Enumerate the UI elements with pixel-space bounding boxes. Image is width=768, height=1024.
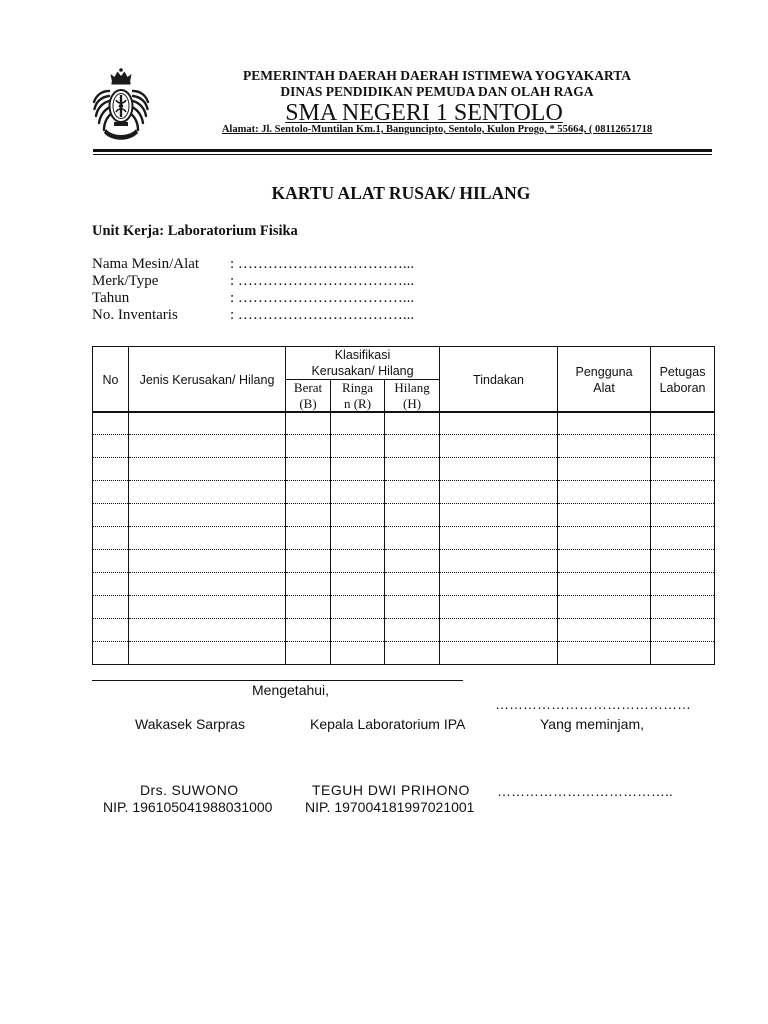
field-merk-type — [92, 273, 422, 290]
cell-tindakan — [440, 619, 558, 642]
cell-jenis — [129, 550, 286, 573]
table-row — [93, 573, 715, 596]
cell-tindakan — [440, 458, 558, 481]
cell-no — [93, 435, 129, 458]
cell-berat — [286, 527, 331, 550]
cell-jenis — [129, 481, 286, 504]
header-hilang — [385, 380, 440, 413]
cell-no — [93, 481, 129, 504]
cell-no — [93, 619, 129, 642]
cell-jenis — [129, 527, 286, 550]
header-petugas-laboran — [651, 347, 715, 413]
cell-ringan — [331, 412, 385, 435]
header-row-top — [93, 347, 715, 380]
wakasek-nip: NIP. 196105041988031000 — [103, 799, 273, 815]
cell-berat — [286, 619, 331, 642]
field-value-blank: : ……………………………... — [230, 307, 415, 323]
school-address: Alamat: Jl. Sentolo-Muntilan Km.1, Banguncipto, Sentolo, Kulon Progo, * 55664, ( 08112651718 — [221, 124, 653, 135]
header-pengguna-alat — [558, 347, 651, 413]
cell-hilang — [385, 504, 440, 527]
cell-no — [93, 504, 129, 527]
cell-petugas — [651, 481, 715, 504]
emblem-shield — [110, 90, 133, 122]
cell-no — [93, 412, 129, 435]
field-label: Merk/Type — [92, 273, 159, 289]
table-row — [93, 596, 715, 619]
cell-ringan — [331, 504, 385, 527]
borrower-name-dotted-line: ……………………………….. — [497, 783, 673, 799]
cell-jenis — [129, 596, 286, 619]
cell-ringan — [331, 642, 385, 665]
coat-of-arms-icon — [92, 67, 150, 141]
table-row — [93, 550, 715, 573]
cell-berat — [286, 573, 331, 596]
cell-berat — [286, 596, 331, 619]
emblem-logo — [92, 67, 150, 141]
header-ringan-line2: n (R) — [343, 396, 372, 411]
cell-pengguna — [558, 642, 651, 665]
cell-petugas — [651, 619, 715, 642]
field-value-blank: : ……………………………... — [230, 290, 415, 306]
wakasek-name: Drs. SUWONO — [140, 782, 239, 798]
cell-pengguna — [558, 550, 651, 573]
damage-table-header — [92, 346, 715, 413]
header-pengguna-line1: Pengguna — [575, 364, 633, 379]
cell-tindakan — [440, 527, 558, 550]
cell-no — [93, 458, 129, 481]
cell-no — [93, 642, 129, 665]
cell-hilang — [385, 642, 440, 665]
table-row — [93, 527, 715, 550]
cell-pengguna — [558, 504, 651, 527]
cell-tindakan — [440, 435, 558, 458]
cell-pengguna — [558, 412, 651, 435]
cell-pengguna — [558, 481, 651, 504]
cell-petugas — [651, 642, 715, 665]
table-row — [93, 504, 715, 527]
cell-hilang — [385, 596, 440, 619]
cell-tindakan — [440, 573, 558, 596]
cell-jenis — [129, 642, 286, 665]
cell-hilang — [385, 619, 440, 642]
table-row — [93, 619, 715, 642]
cell-hilang — [385, 527, 440, 550]
cell-petugas — [651, 412, 715, 435]
signature-divider — [92, 680, 463, 681]
cell-petugas — [651, 527, 715, 550]
cell-petugas — [651, 573, 715, 596]
cell-jenis — [129, 619, 286, 642]
table-row — [93, 642, 715, 665]
cell-berat — [286, 458, 331, 481]
table-rows — [93, 412, 715, 665]
header-hilang-line2: (H) — [402, 396, 422, 411]
cell-berat — [286, 504, 331, 527]
cell-petugas — [651, 550, 715, 573]
table-row — [93, 458, 715, 481]
cell-berat — [286, 642, 331, 665]
header-petugas-line2: Laboran — [659, 380, 706, 395]
cell-ringan — [331, 527, 385, 550]
field-label: No. Inventaris — [92, 307, 178, 323]
field-label: Tahun — [92, 290, 130, 306]
letterhead-department-line: DINAS PENDIDIKAN PEMUDA DAN OLAH RAGA — [280, 84, 594, 99]
cell-no — [93, 527, 129, 550]
field-label: Nama Mesin/Alat — [92, 256, 200, 272]
cell-hilang — [385, 481, 440, 504]
cell-ringan — [331, 573, 385, 596]
table-row — [93, 412, 715, 435]
cell-hilang — [385, 435, 440, 458]
header-berat — [286, 380, 331, 413]
cell-petugas — [651, 504, 715, 527]
kepala-lab-nip: NIP. 197004181997021001 — [305, 799, 475, 815]
cell-jenis — [129, 504, 286, 527]
header-pengguna-line2: Alat — [593, 380, 615, 395]
letterhead-government-line: PEMERINTAH DAERAH DAERAH ISTIMEWA YOGYAKARTA — [242, 68, 632, 83]
field-value-blank: : ……………………………... — [230, 273, 415, 289]
header-petugas-line1: Petugas — [659, 364, 706, 379]
header-no: No — [93, 347, 129, 413]
borrower-role: Yang meminjam, — [540, 716, 645, 732]
mengetahui-label: Mengetahui, — [252, 682, 330, 698]
cell-pengguna — [558, 619, 651, 642]
cell-pengguna — [558, 527, 651, 550]
table-row — [93, 435, 715, 458]
cell-pengguna — [558, 435, 651, 458]
wakasek-role: Wakasek Sarpras — [135, 716, 245, 732]
cell-ringan — [331, 435, 385, 458]
cell-berat — [286, 550, 331, 573]
cell-tindakan — [440, 412, 558, 435]
cell-jenis — [129, 412, 286, 435]
cell-tindakan — [440, 642, 558, 665]
cell-petugas — [651, 596, 715, 619]
crown-shape — [111, 68, 132, 84]
header-hilang-line1: Hilang — [394, 380, 430, 395]
field-nama-mesin-alat — [92, 256, 422, 273]
cell-tindakan — [440, 504, 558, 527]
form-title: KARTU ALAT RUSAK/ HILANG — [271, 183, 531, 203]
kepala-lab-name: TEGUH DWI PRIHONO — [312, 782, 470, 798]
kepala-lab-role: Kepala Laboratorium IPA — [310, 716, 466, 732]
cell-hilang — [385, 412, 440, 435]
cell-ringan — [331, 458, 385, 481]
school-name: SMA NEGERI 1 SENTOLO — [285, 100, 563, 126]
cell-hilang — [385, 573, 440, 596]
field-tahun — [92, 290, 422, 307]
header-klasifikasi-line2: Kerusakan/ Hilang — [311, 364, 414, 378]
cell-petugas — [651, 458, 715, 481]
unit-kerja: Unit Kerja: Laboratorium Fisika — [92, 223, 298, 239]
header-klasifikasi — [286, 347, 440, 380]
cell-tindakan — [440, 481, 558, 504]
cell-no — [93, 596, 129, 619]
cell-pengguna — [558, 596, 651, 619]
school-name-block — [200, 100, 648, 126]
emblem-base — [104, 122, 138, 140]
letterhead-rule-thin — [93, 154, 712, 155]
cell-berat — [286, 481, 331, 504]
cell-hilang — [385, 458, 440, 481]
header-berat-line2: (B) — [299, 396, 317, 411]
cell-tindakan — [440, 550, 558, 573]
cell-hilang — [385, 550, 440, 573]
table-row — [93, 481, 715, 504]
cell-petugas — [651, 435, 715, 458]
header-jenis-kerusakan: Jenis Kerusakan/ Hilang — [129, 347, 286, 413]
borrower-top-dotted-line: …………………………………… — [495, 696, 691, 712]
letterhead-rule-thick — [93, 149, 712, 152]
cell-pengguna — [558, 458, 651, 481]
header-tindakan: Tindakan — [440, 347, 558, 413]
cell-berat — [286, 412, 331, 435]
cell-no — [93, 573, 129, 596]
cell-no — [93, 550, 129, 573]
field-value-blank: : ……………………………... — [230, 256, 415, 272]
cell-jenis — [129, 458, 286, 481]
field-no-inventaris — [92, 307, 422, 324]
cell-ringan — [331, 596, 385, 619]
cell-jenis — [129, 573, 286, 596]
cell-pengguna — [558, 573, 651, 596]
damage-table-body — [92, 411, 715, 665]
cell-ringan — [331, 619, 385, 642]
cell-ringan — [331, 550, 385, 573]
cell-jenis — [129, 435, 286, 458]
header-ringan-line1: Ringa — [341, 380, 374, 395]
header-berat-line1: Berat — [293, 380, 323, 395]
header-klasifikasi-line1: Klasifikasi — [334, 348, 391, 362]
cell-tindakan — [440, 596, 558, 619]
cell-berat — [286, 435, 331, 458]
cell-ringan — [331, 481, 385, 504]
header-ringan — [331, 380, 385, 413]
